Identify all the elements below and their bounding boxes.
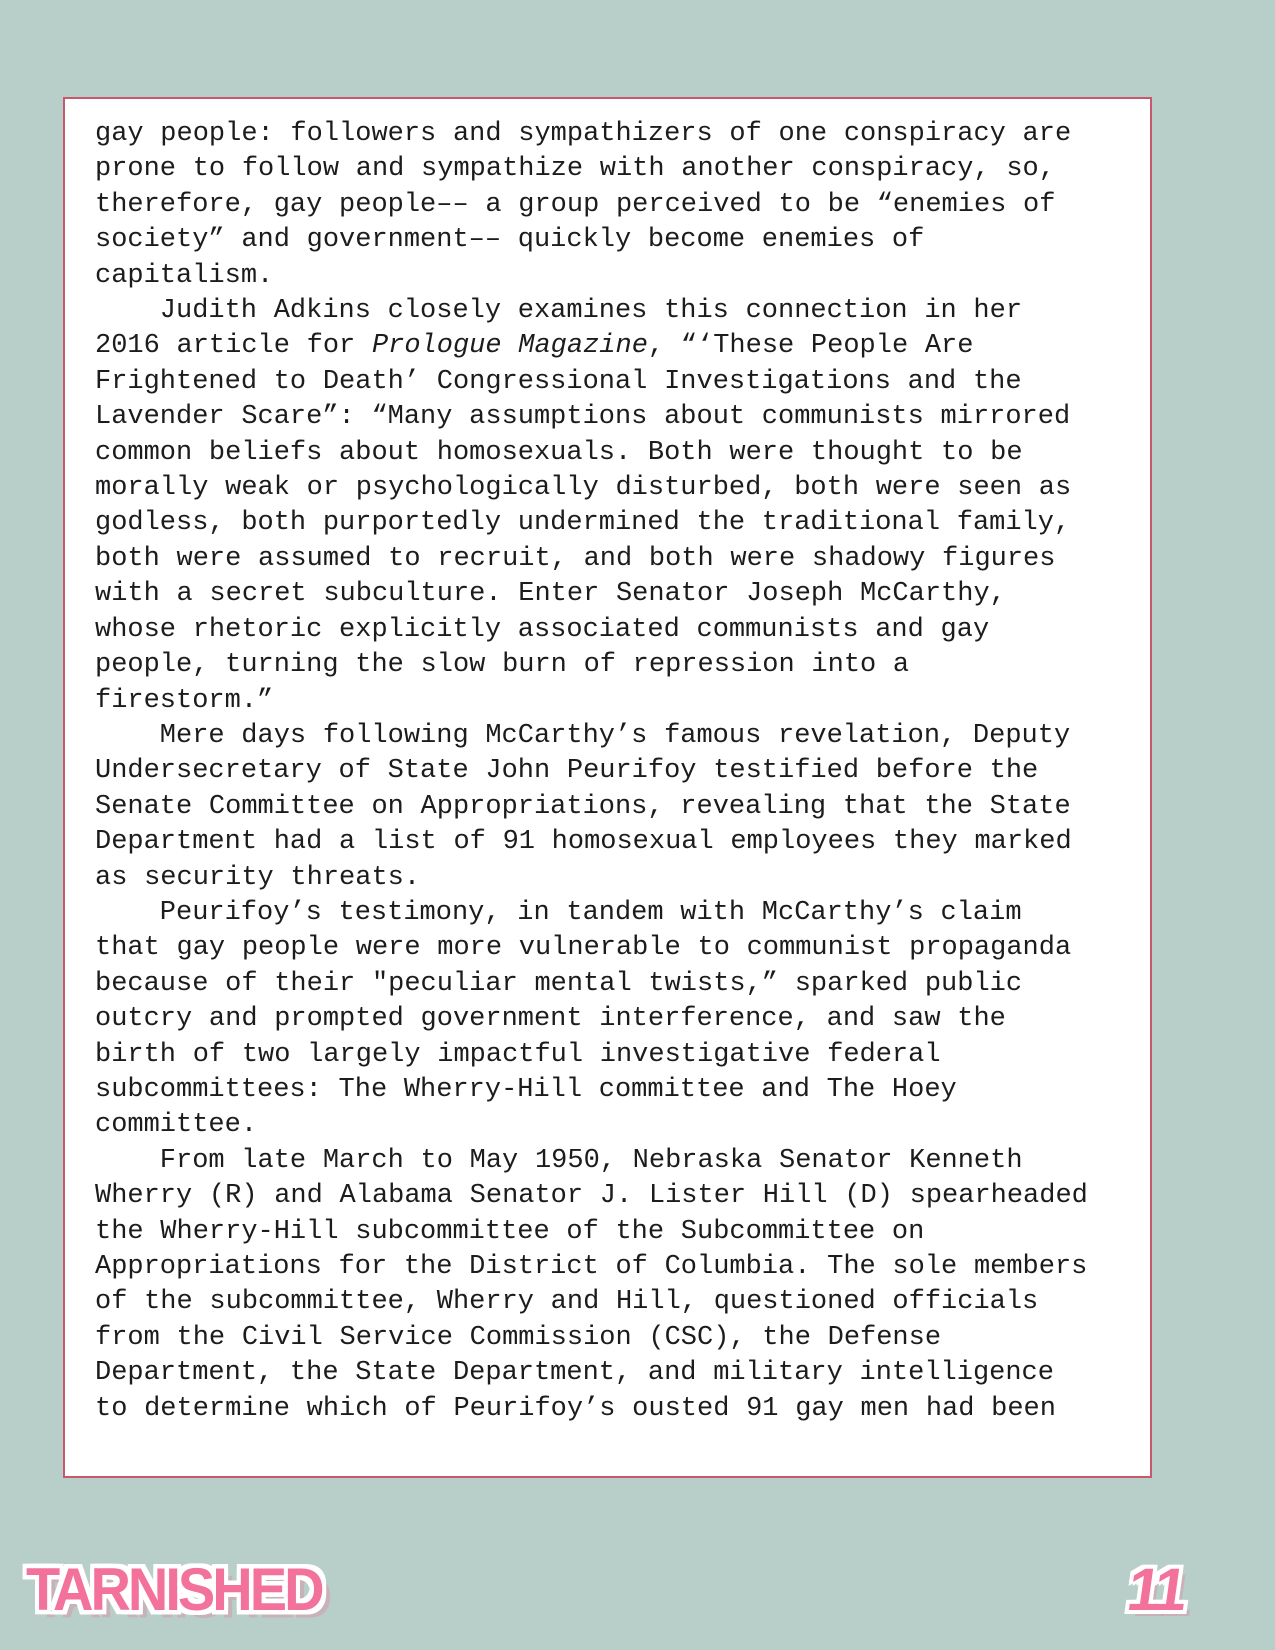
- paragraph-text: , “‘These People Are Frightened to Death’ Congressional Investigations and the Lavender Scare”: “Many assumptions about communists mirrored common beliefs about homosexuals. Both were thought to be morally weak or psychologically disturbed, both were seen as godless, both purportedly undermined the traditional family, both were assumed to recruit, and both were shadowy figures with a secret subculture. Enter Senator Joseph McCarthy, whose rhetoric explicitly associated communists and gay people, turning the slow burn of repression into a firestorm.”: [95, 331, 1072, 716]
- paragraph-text: Judith Adkins closely examines this connection in her 2016 article for: [95, 296, 1023, 362]
- text-box: [63, 97, 1152, 1478]
- paragraph-wherry-hill: From late March to May 1950, Nebraska Senator Kenneth Wherry (R) and Alabama Senator J. Lister Hill (D) spearheaded the Wherry-Hill subcommittee of the Subcommittee on Appropriations for the District of Columbia. The sole members of the subcommittee, Wherry and Hill, questioned officials from the Civil Service Commission (CSC), the Defense Department, the State Department, and military intelligence to determine which of Peurifoy’s ousted 91 gay men had been: [95, 1145, 1088, 1424]
- paragraph-capitalism: [95, 117, 1100, 294]
- italic-magazine-title: Prologue Magazine: [371, 331, 648, 362]
- paragraph-subcommittees: Peurifoy’s testimony, in tandem with McCarthy’s claim that gay people were more vulnerable to communist propaganda because of their "peculiar mental twists,” sparked public outcry and prompted government interference, and saw the birth of two largely impactful investigative federal subcommittees: The Wherry-Hill committee and The Hoey committee.: [95, 897, 1072, 1141]
- paragraph-text: gay people: followers and sympathizers of one conspiracy are prone to follow and sympathize with another conspiracy, so, therefore, gay people–– a group perceived to be “enemies of society” and government–– quickly become enemies of capitalism.: [95, 119, 1072, 291]
- paragraph-peurifoy-testimony: Mere days following McCarthy’s famous revelation, Deputy Undersecretary of State John Peurifoy testified before the Senate Committee on Appropriations, revealing that the State Department had a list of 91 homosexual employees they marked as security threats.: [95, 720, 1072, 893]
- paragraph-adkins-quote: [95, 294, 1100, 719]
- tarnished-logo: TARNISHED: [26, 1554, 322, 1623]
- page-number: 11: [1122, 1556, 1188, 1623]
